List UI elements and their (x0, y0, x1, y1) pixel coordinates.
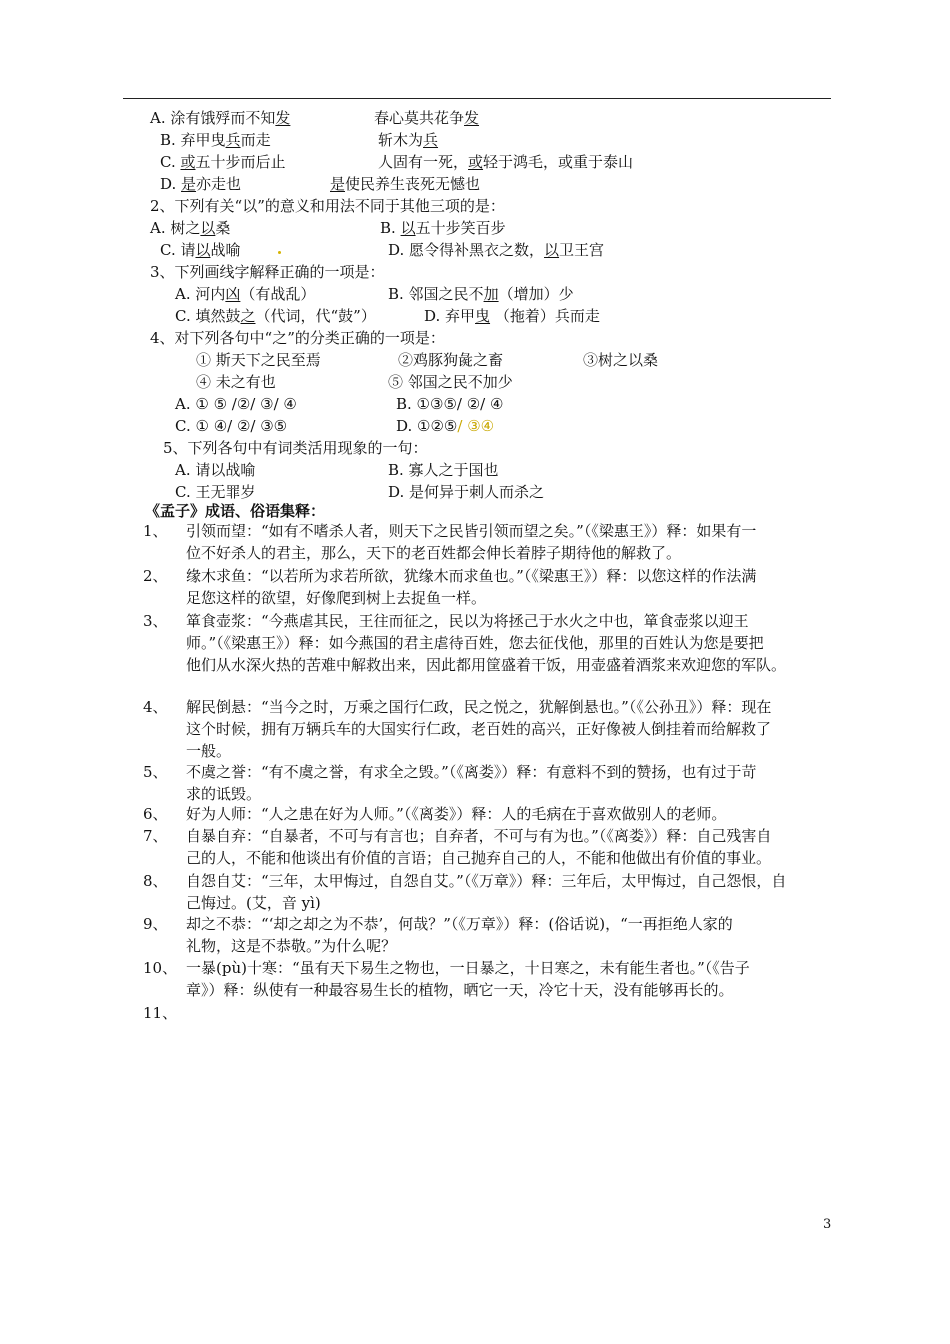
idiom-number: 4、 (143, 698, 168, 716)
q5-option-b: B. 寡人之于国也 (388, 461, 499, 479)
idiom-text-line: 己的人，不能和他谈出有价值的言语；自己抛弃自己的人，不能和他做出有价值的事业。 (186, 849, 772, 867)
idiom-number: 3、 (143, 612, 168, 630)
q4-sentence-2: ②鸡豚狗彘之畜 (398, 351, 504, 369)
q4-sentence-1: ① 斯天下之民至焉 (196, 351, 321, 369)
q4-sentence-4: ④ 未之有也 (196, 373, 276, 391)
idiom-number: 6、 (143, 805, 168, 823)
idiom-text-line: 自怨自艾：“三年，太甲悔过，自怨自艾。”（《万章》）释：三年后，太甲悔过，自己怨恨，自 (186, 872, 787, 890)
q4-option-a: A. ① ⑤ /②/ ③/ ④ (175, 395, 297, 413)
idiom-text-line: 解民倒悬：“当今之时，万乘之国行仁政，民之悦之，犹解倒悬也。”（《公孙丑》）释：现在 (186, 698, 772, 716)
q2-option-d: D. 愿令得补黑衣之数，以卫王宫 (388, 241, 605, 259)
idiom-text-line: 一般。 (186, 742, 232, 760)
idiom-number: 8、 (143, 872, 168, 890)
q2-option-b: B. 以五十步笑百步 (380, 219, 506, 237)
idiom-text-line: 自暴自弃：“自暴者，不可与有言也；自弃者，不可与有为也。”（《离娄》）释：自己残害自 (186, 827, 772, 845)
q4-stem: 4、对下列各句中“之”的分类正确的一项是： (150, 329, 445, 347)
idiom-text-line: 不虞之誉：“有不虞之誉，有求全之毁。”（《离娄》）释：有意料不到的赞扬，也有过于苛 (186, 763, 757, 781)
q1-option-c-left: C. 或五十步而后止 (160, 153, 286, 171)
q4-option-b: B. ①③⑤/ ②/ ④ (396, 395, 504, 413)
page-number: 3 (823, 1217, 832, 1232)
q1-option-a-right: 春心莫共花争发 (374, 109, 480, 127)
idiom-number: 2、 (143, 567, 168, 585)
q3-stem: 3、下列画线字解释正确的一项是： (150, 263, 385, 281)
idiom-number: 9、 (143, 915, 168, 933)
idiom-number: 5、 (143, 763, 168, 781)
q4-sentence-5: ⑤ 邻国之民不加少 (388, 373, 513, 391)
idiom-text-line: 他们从水深火热的苦难中解救出来，因此都用筐盛着干饭，用壶盛着酒浆来欢迎您的军队。 (186, 656, 787, 674)
q3-option-a: A. 河内凶（有战乱） (175, 285, 316, 303)
q5-stem: 5、下列各句中有词类活用现象的一句： (163, 439, 428, 457)
idiom-text-line: 这个时候，拥有万辆兵车的大国实行仁政，老百姓的高兴，正好像被人倒挂着而给解救了 (186, 720, 772, 738)
idiom-text-line: 礼物，这是不恭敬。”为什么呢？ (186, 937, 397, 955)
idiom-text-line: 箪食壶浆：“今燕虐其民，王往而征之，民以为将拯己于水火之中也，箪食壶浆以迎王 (186, 612, 749, 630)
q1-option-c-right: 人固有一死，或轻于鸿毛，或重于泰山 (378, 153, 634, 171)
q5-option-a: A. 请以战喻 (175, 461, 256, 479)
q1-option-b-left: B. 弃甲曳兵而走 (160, 131, 271, 149)
idiom-text-line: 缘木求鱼：“以若所为求若所欲，犹缘木而求鱼也。”（《梁惠王》）释：以您这样的作法满 (186, 567, 757, 585)
header-rule (123, 98, 831, 99)
q1-option-d-left: D. 是亦走也 (160, 175, 242, 193)
idiom-number: 10、 (143, 959, 178, 977)
idiom-number: 11、 (143, 1004, 178, 1022)
q1-option-d-right: 是使民养生丧死无憾也 (330, 175, 481, 193)
q5-option-d: D. 是何异于刺人而杀之 (388, 483, 545, 501)
idiom-text-line: 位不好杀人的君主，那么，天下的老百姓都会伸长着脖子期待他的解救了。 (186, 544, 682, 562)
q3-option-d: D. 弃甲曳 （拖着）兵而走 (424, 307, 600, 325)
q1-option-a-left: A. 涂有饿殍而不知发 (150, 109, 291, 127)
q2-option-c: C. 请以战喻 (160, 241, 241, 259)
idiom-text-line: 好为人师：“人之患在好为人师。”（《离娄》）释：人的毛病在于喜欢做别人的老师。 (186, 805, 727, 823)
q5-option-c: C. 王无罪岁 (175, 483, 256, 501)
idiom-text-line: 一暴(pù)十寒：“虽有天下易生之物也，一日暴之，十日寒之，未有能生者也。”（《告子 (186, 959, 750, 977)
q1-option-b-right: 斩木为兵 (378, 131, 439, 149)
idiom-text-line: 足您这样的欲望，好像爬到树上去捉鱼一样。 (186, 589, 487, 607)
q3-option-b: B. 邻国之民不加（增加）少 (388, 285, 574, 303)
section-title: 《孟子》成语、俗语集释： (145, 502, 326, 520)
idiom-number: 1、 (143, 522, 168, 540)
q4-option-d: D. ①②⑤/ ③④ (396, 417, 495, 435)
q4-sentence-3: ③树之以桑 (583, 351, 659, 369)
q4-option-c: C. ① ④/ ②/ ③⑤ (175, 417, 288, 435)
idiom-text-line: 求的诋毁。 (186, 785, 262, 803)
idiom-text-line: 师。”（《梁惠王》）释：如今燕国的君主虐待百姓，您去征伐他，那里的百姓认为您是要把 (186, 634, 764, 652)
idiom-text-line: 己悔过。(艾，音 yì) (186, 894, 321, 912)
q2-option-a: A. 树之以桑 (150, 219, 231, 237)
idiom-number: 7、 (143, 827, 168, 845)
q2-stem: 2、下列有关“以”的意义和用法不同于其他三项的是： (150, 197, 505, 215)
yellow-mark (278, 251, 281, 254)
idiom-text-line: 章》）释：纵使有一种最容易生长的植物，晒它一天，冷它十天，没有能够再长的。 (186, 981, 734, 999)
idiom-text-line: 引领而望：“如有不嗜杀人者，则天下之民皆引领而望之矣。”（《梁惠王》）释：如果有一 (186, 522, 757, 540)
idiom-text-line: 却之不恭：“‘却之却之为不恭’，何哉？”（《万章》）释：(俗话说)，“一再拒绝人家的 (186, 915, 733, 933)
q3-option-c: C. 填然鼓之（代词，代“鼓”） (175, 307, 376, 325)
